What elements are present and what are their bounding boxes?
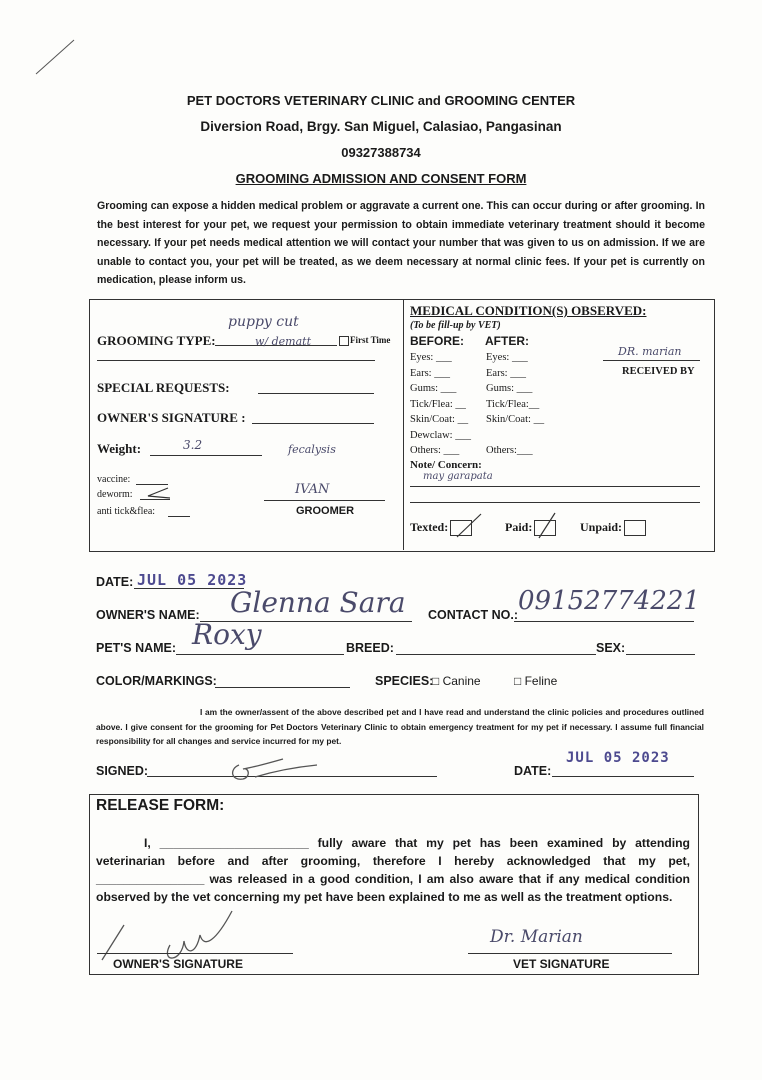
vet-signature-name: Dr. Marian: [490, 927, 583, 947]
first-time-label: First Time: [350, 335, 391, 345]
release-owner-signature-icon: [100, 905, 250, 965]
weight-label: Weight:: [97, 441, 142, 456]
after-label: AFTER:: [485, 334, 529, 348]
pet-name-line[interactable]: [176, 654, 344, 655]
before-item: Gums: ___: [410, 383, 457, 394]
breed-line[interactable]: [396, 654, 596, 655]
after-items: [486, 350, 544, 459]
before-item: Eyes: ___: [410, 352, 452, 363]
consent-paragraph: I am the owner/assent of the above described pet and I have read and understand the clinic policies and procedures outlined above. I give consent for the grooming for Pet Doctors Veterinary Clinic to obtain emergency treatment for my pet if necessary. I assume full financial responsibility for all changes and service incurred for my pet.: [96, 707, 704, 746]
vaccine-label: vaccine:: [97, 474, 131, 485]
unpaid-label: Unpaid:: [580, 520, 623, 534]
after-item: Ears: ___: [486, 367, 526, 379]
pet-name-label: PET'S NAME:: [96, 641, 177, 655]
before-item: Skin/Coat: __: [410, 414, 469, 425]
before-label: BEFORE:: [410, 334, 464, 348]
received-by-line: [603, 360, 700, 361]
release-owner-sig-line[interactable]: [97, 953, 293, 954]
stray-pen-mark-icon: [30, 30, 80, 80]
grooming-type-value: puppy cut: [228, 314, 299, 330]
owner-name-label: OWNER'S NAME:: [96, 608, 200, 622]
grooming-type-line-2: [97, 360, 375, 361]
section-divider: [403, 300, 404, 550]
signed-date-line[interactable]: [552, 776, 694, 777]
before-item: Tick/Flea: __: [410, 398, 466, 410]
before-items: [410, 350, 471, 459]
color-line[interactable]: [215, 687, 350, 688]
groomer-label: GROOMER: [296, 505, 355, 517]
unpaid-field: [580, 520, 646, 536]
paid-label: Paid:: [505, 520, 533, 534]
species-canine[interactable]: □ Canine: [432, 674, 481, 688]
after-item: Skin/Coat: __: [486, 414, 545, 425]
signed-date-stamp: JUL 05 2023: [566, 750, 670, 766]
color-label: COLOR/MARKINGS:: [96, 674, 217, 688]
vet-sig-line[interactable]: [468, 953, 672, 954]
weight-value: 3.2: [183, 438, 203, 452]
groomer-name: IVAN: [295, 482, 330, 497]
signed-date-label: DATE:: [514, 764, 552, 778]
owner-signature-line[interactable]: [252, 423, 374, 424]
contact-label: CONTACT NO.:: [428, 608, 519, 622]
sex-label: SEX:: [596, 641, 626, 655]
vaccine-line[interactable]: [136, 484, 168, 485]
owner-signature-label: OWNER'S SIGNATURE :: [97, 410, 246, 425]
date-label: DATE:: [96, 575, 134, 589]
medical-subtitle: (To be fill-up by VET): [410, 320, 501, 331]
species-feline[interactable]: □ Feline: [514, 674, 558, 688]
clinic-name: PET DOCTORS VETERINARY CLINIC and GROOMING CENTER: [186, 93, 576, 108]
note-value: may garapata: [423, 471, 493, 482]
date-stamp: JUL 05 2023: [137, 571, 248, 589]
weight-note: fecalysis: [288, 443, 336, 456]
owner-name-value: Glenna Sara: [230, 586, 406, 619]
checkmark-marks-icon: [455, 510, 565, 540]
species-label: SPECIES:: [375, 674, 434, 688]
grooming-type-label: GROOMING TYPE:: [97, 333, 216, 348]
sex-line[interactable]: [626, 654, 695, 655]
form-title: GROOMING ADMISSION AND CONSENT FORM: [235, 171, 527, 186]
deworm-checkmark-icon: [144, 486, 172, 500]
pet-name-value: Roxy: [192, 618, 262, 651]
first-time-checkbox[interactable]: [339, 336, 349, 346]
unpaid-checkbox[interactable]: [624, 520, 646, 536]
owner-signature-scribble-icon: [225, 755, 320, 787]
clinic-phone: 09327388734: [341, 145, 421, 160]
medical-title: MEDICAL CONDITION(S) OBSERVED:: [410, 303, 647, 318]
antitick-label: anti tick&flea:: [97, 506, 156, 517]
vet-sig-label: VET SIGNATURE: [513, 957, 610, 971]
groomer-line: [264, 500, 385, 501]
release-owner-sig-label: OWNER'S SIGNATURE: [113, 957, 243, 971]
after-item: Eyes: ___: [486, 352, 528, 363]
intro-paragraph: Grooming can expose a hidden medical problem or aggravate a current one. This can occur during or after grooming. In the best interest for your pet, we request your permission to obtain immediate veterinary treatment should it become necessary. If your pet needs medical attention we will contact your number that was given to us on admission. If we are unable to contact you, your pet will be treated, as we deem necessary at normal clinic fees. If your pet is currently on medication, please inform us.: [97, 200, 705, 286]
clinic-address: Diversion Road, Brgy. San Miguel, Calasiao, Pangasinan: [200, 119, 562, 134]
weight-line[interactable]: [150, 455, 262, 456]
after-item: Tick/Flea:__: [486, 398, 540, 410]
after-item: Others:___: [486, 445, 533, 456]
special-requests-line[interactable]: [258, 393, 374, 394]
note-line-2[interactable]: [410, 502, 700, 503]
grooming-type-value-2: w/ dematt: [255, 335, 311, 348]
antitick-line[interactable]: [168, 516, 190, 517]
special-requests-label: SPECIAL REQUESTS:: [97, 380, 230, 395]
release-paragraph: I, ______________________ fully aware that my pet has been examined by attending veterinarian before and after grooming, therefore I hereby acknowledged that my pet, ________________ was released in a good condition, I am also aware that if any medical condition observed by the vet concerning my pet have been explained to me as well as the treatment options.: [96, 836, 690, 904]
contact-value: 09152774221: [518, 586, 700, 616]
deworm-label: deworm:: [97, 489, 133, 500]
before-item: Others: ___: [410, 445, 460, 456]
contact-line[interactable]: [514, 621, 694, 622]
after-item: Gums: ___: [486, 383, 533, 394]
release-title: RELEASE FORM:: [96, 797, 225, 814]
before-item: Dewclaw: ___: [410, 429, 471, 441]
signed-label: SIGNED:: [96, 764, 149, 778]
received-by-label: RECEIVED BY: [622, 366, 695, 377]
before-item: Ears: ___: [410, 367, 450, 379]
note-label: Note/ Concern:: [410, 459, 482, 471]
received-by-name: DR. marian: [618, 345, 682, 358]
texted-label: Texted:: [410, 520, 449, 534]
note-line-1[interactable]: [410, 486, 700, 487]
breed-label: BREED:: [346, 641, 394, 655]
